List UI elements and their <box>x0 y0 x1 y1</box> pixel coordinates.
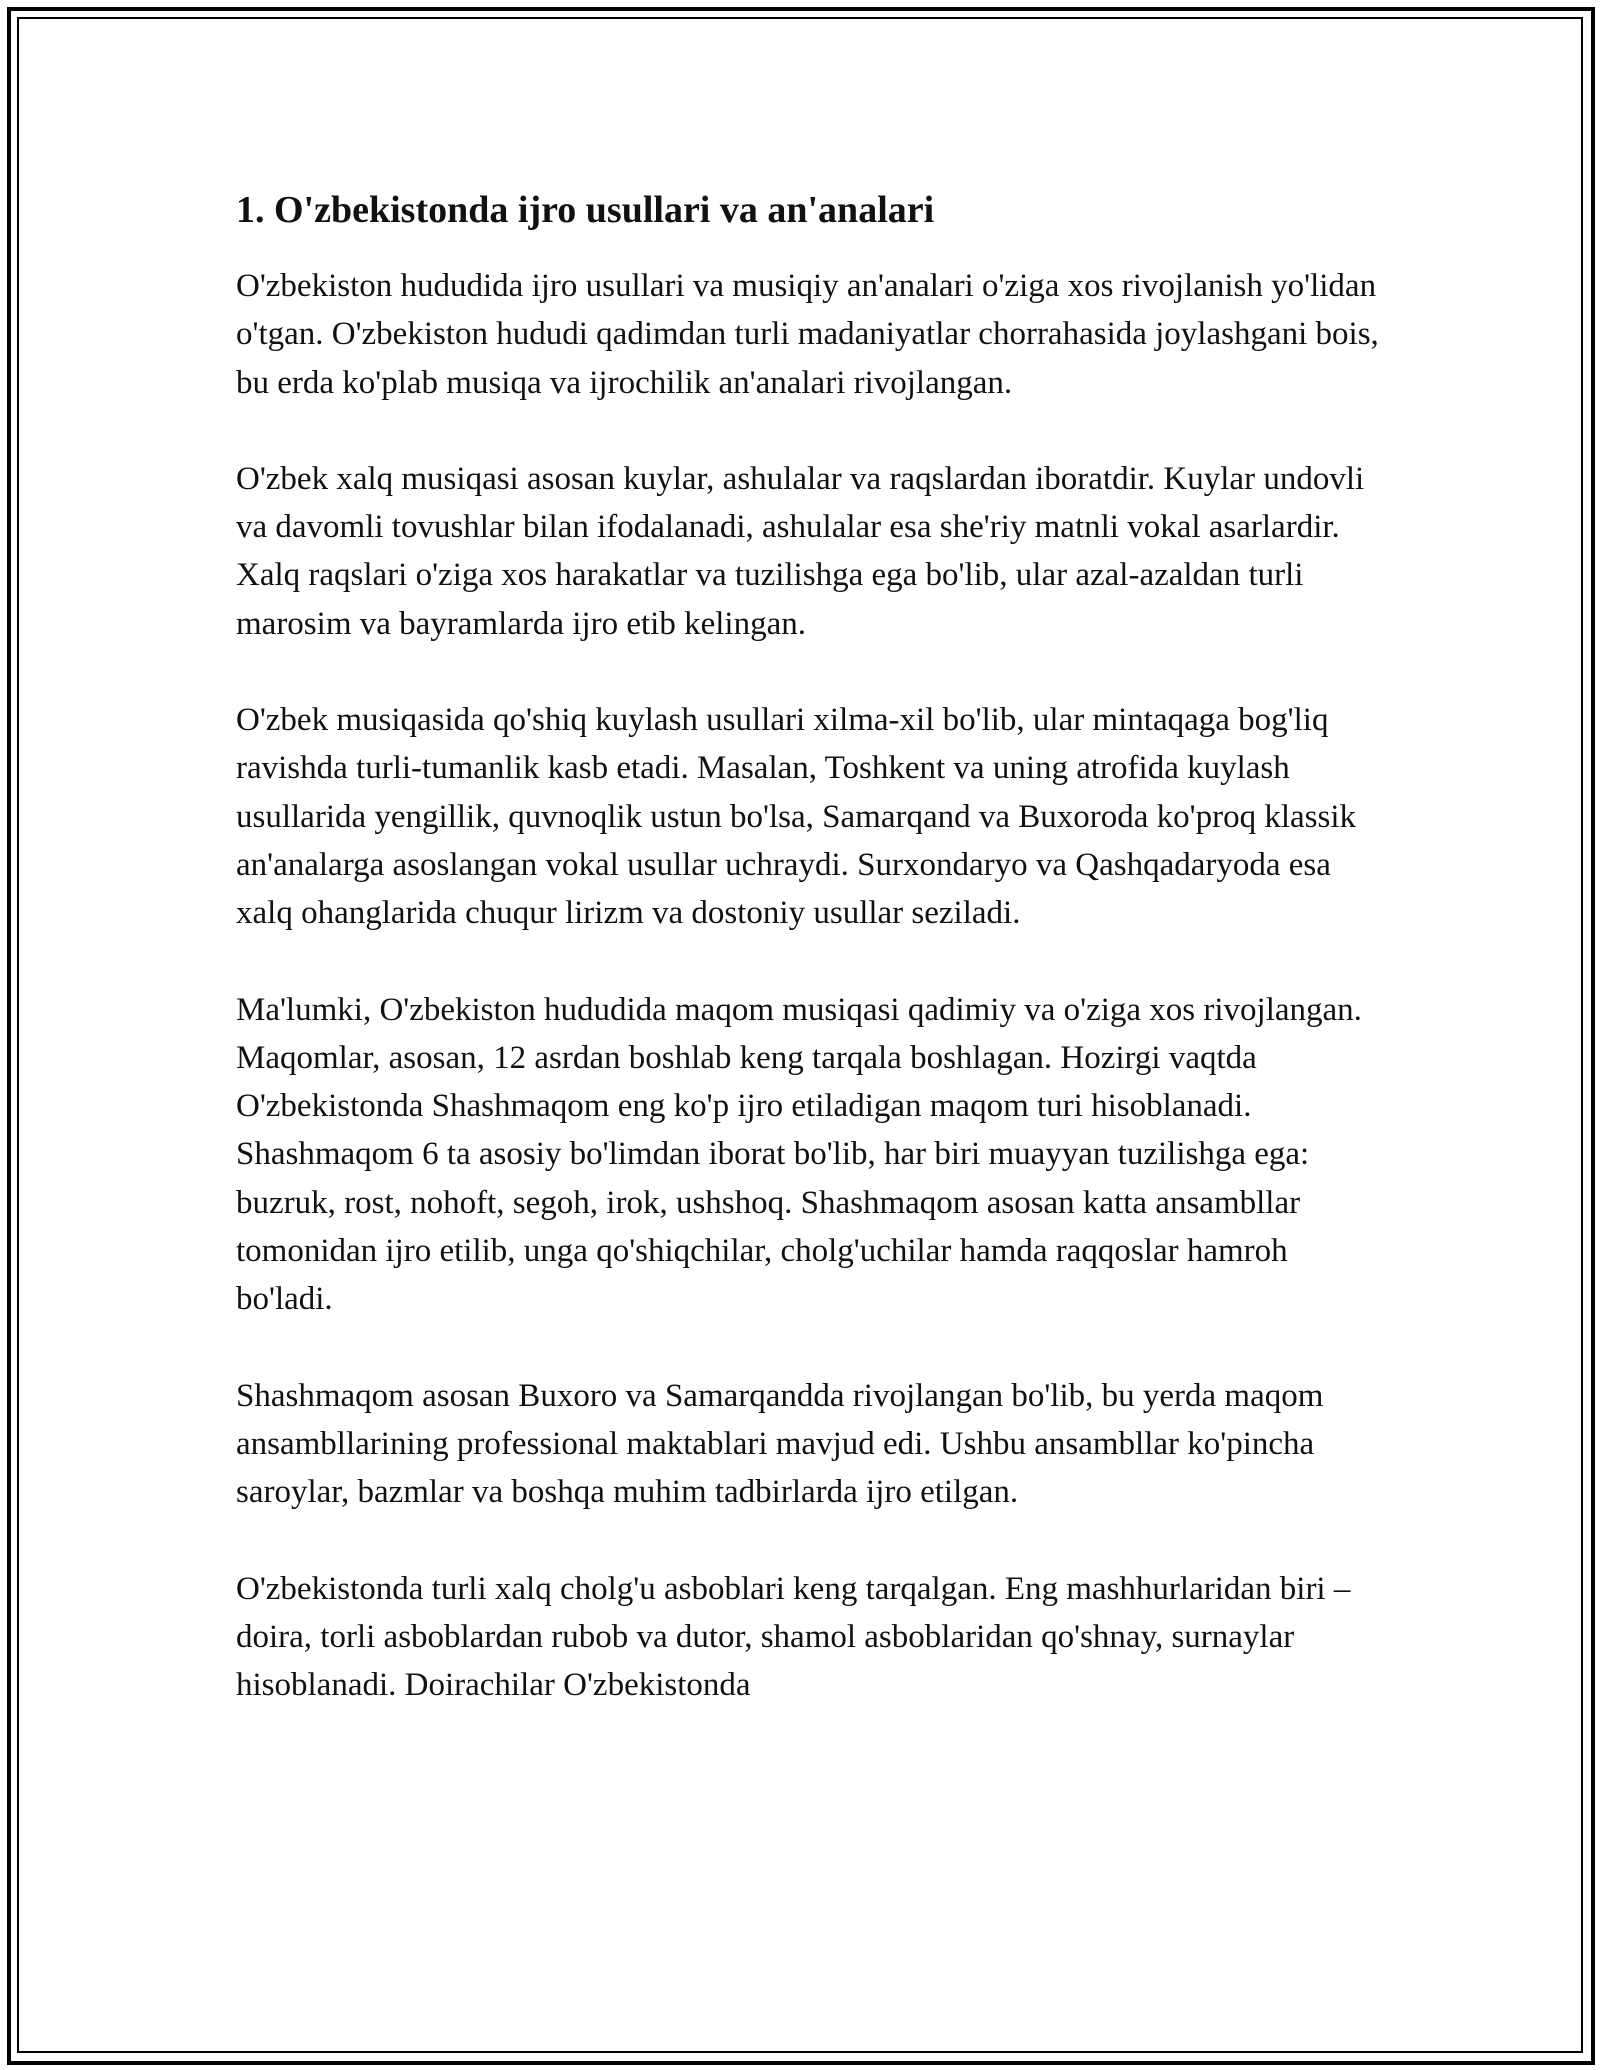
paragraph-folk-music: O'zbek xalq musiqasi asosan kuylar, ashulalar va raqslardan iboratdir. Kuylar undovli va davomli tovushlar bilan ifodalanadi, ashulalar esa she'riy matnli vokal asarlardir. Xalq raqslari o'ziga xos harakatlar va tuzilishga ega bo'lib, ular azal-azaldan turli marosim va bayramlarda ijro etib kelingan. <box>236 460 1365 642</box>
paragraph-intro: O'zbekiston hududida ijro usullari va musiqiy an'analari o'ziga xos rivojlanish yo'lidan o'tgan. O'zbekiston hududi qadimdan turli madaniyatlar chorrahasida joylashgani bois, bu erda ko'plab musiqa va ijrochilik an'analari rivojlangan. <box>236 268 1379 401</box>
document-body <box>236 186 1386 1757</box>
section-heading: 1. O'zbekistonda ijro usullari va an'analari <box>236 189 935 231</box>
paragraph-instruments: O'zbekistonda turli xalq cholg'u asboblari keng tarqalgan. Eng mashhurlaridan biri – doira, torli asboblardan rubob va dutor, shamol asboblaridan qo'shnay, surnaylar hisoblanadi. Doirachilar O'zbekistonda <box>236 1570 1351 1704</box>
paragraph-shashmaqom: Shashmaqom asosan Buxoro va Samarqandda rivojlangan bo'lib, bu yerda maqom ansambllarining professional maktablari mavjud edi. Ushbu ansambllar ko'pincha saroylar, bazmlar va boshqa muhim tadbirlarda ijro etilgan. <box>236 1377 1324 1511</box>
paragraph-maqom: Ma'lumki, O'zbekiston hududida maqom musiqasi qadimiy va o'ziga xos rivojlangan. Maqomlar, asosan, 12 asrdan boshlab keng tarqala boshlagan. Hozirgi vaqtda O'zbekistonda Shashmaqom eng ko'p ijro etiladigan maqom turi hisoblanadi. Shashmaqom 6 ta asosiy bo'limdan iborat bo'lib, har biri muayyan tuzilishga ega: buzruk, rost, nohoft, segoh, irok, ushshoq. Shashmaqom asosan katta ansambllar tomonidan ijro etilib, unga qo'shiqchilar, cholg'uchilar hamda raqqoslar hamroh bo'ladi. <box>236 991 1362 1318</box>
paragraph-singing-styles: O'zbek musiqasida qo'shiq kuylash usullari xilma-xil bo'lib, ular mintaqaga bog'liq ravishda turli-tumanlik kasb etadi. Masalan, Toshkent va uning atrofida kuylash usullarida yengillik, quvnoqlik ustun bo'lsa, Samarqand va Buxoroda ko'proq klassik an'analarga asoslangan vokal usullar uchraydi. Surxondaryo va Qashqadaryoda esa xalq ohanglarida chuqur lirizm va dostoniy usullar seziladi. <box>236 702 1357 932</box>
